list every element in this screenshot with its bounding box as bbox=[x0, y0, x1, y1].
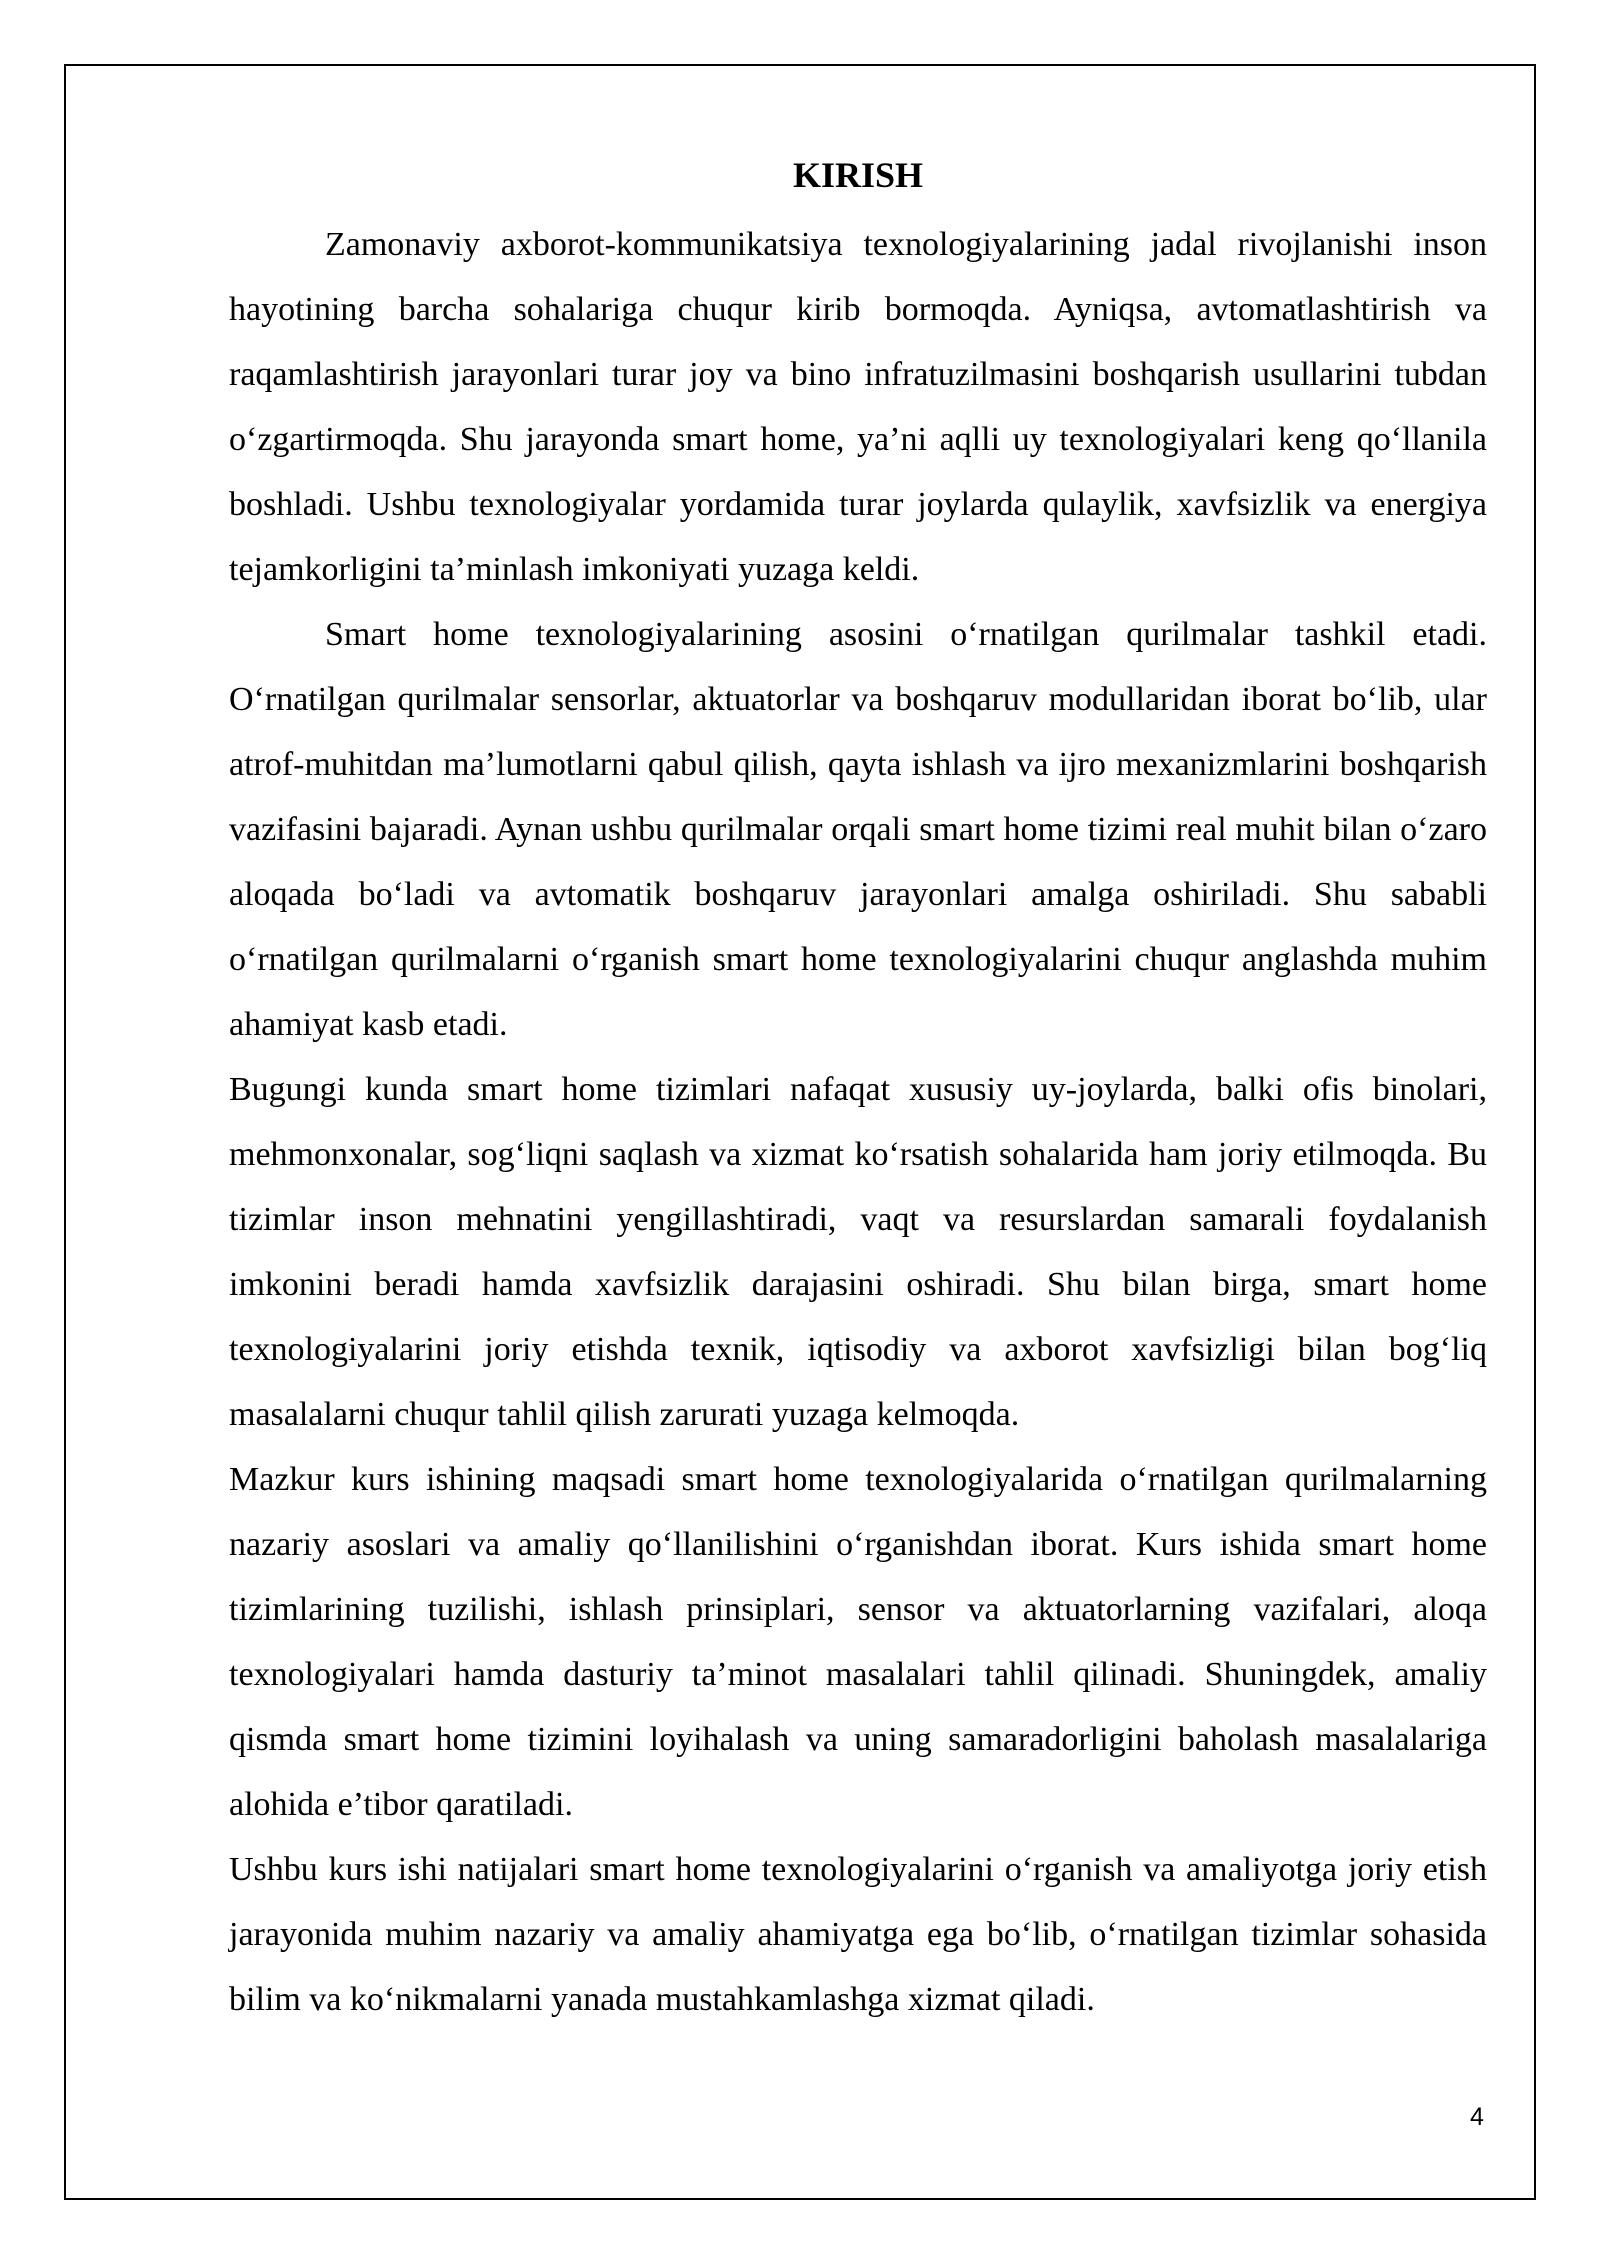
paragraph-intro: Zamonaviy axborot-kommunikatsiya texnologiyalarining jadal rivojlanishi inson hayotining barcha sohalariga chuqur kirib bormoqda. Ayniqsa, avtomatlashtirish va raqamlashtirish jarayonlari turar joy va bino infratuzilmasini boshqarish usullarini tubdan o‘zgartirmoqda. Shu jarayonda smart home, ya’ni aqlli uy texnologiyalari keng qo‘llanila boshladi. Ushbu texnologiyalar yordamida turar joylarda qulaylik, xavfsizlik va energiya tejamkorligini ta’minlash imkoniyati yuzaga keldi. bbox=[229, 226, 1487, 588]
paragraph-results: Ushbu kurs ishi natijalari smart home texnologiyalarini o‘rganish va amaliyotga joriy etish jarayonida muhim nazariy va amaliy ahamiyatga ega bo‘lib, o‘rnatilgan tizimlar sohasida bilim va ko‘nikmalarni yanada mustahkamlashga xizmat qiladi. bbox=[229, 1851, 1487, 2018]
paragraph-embedded-devices: Smart home texnologiyalarining asosini o‘rnatilgan qurilmalar tashkil etadi. O‘rnatilgan qurilmalar sensorlar, aktuatorlar va boshqaruv modullaridan iborat bo‘lib, ular atrof-muhitdan ma’lumotlarni qabul qilish, qayta ishlash va ijro mexanizmlarini boshqarish vazifasini bajaradi. Aynan ushbu qurilmalar orqali smart home tizimi real muhit bilan o‘zaro aloqada bo‘ladi va avtomatik boshqaruv jarayonlari amalga oshiriladi. Shu sababli o‘rnatilgan qurilmalarni o‘rganish smart home texnologiyalarini chuqur anglashda muhim ahamiyat kasb etadi. bbox=[229, 616, 1487, 1043]
document-body bbox=[229, 150, 1487, 2032]
page-number: 4 bbox=[1470, 2103, 1484, 2131]
page-title: KIRISH bbox=[792, 155, 924, 195]
paragraph-goal: Mazkur kurs ishining maqsadi smart home texnologiyalarida o‘rnatilgan qurilmalarning nazariy asoslari va amaliy qo‘llanilishini o‘rganishdan iborat. Kurs ishida smart home tizimlarining tuzilishi, ishlash prinsiplari, sensor va aktuatorlarning vazifalari, aloqa texnologiyalari hamda dasturiy ta’minot masalalari tahlil qilinadi. Shuningdek, amaliy qismda smart home tizimini loyihalash va uning samaradorligini baholash masalalariga alohida e’tibor qaratiladi. bbox=[229, 1461, 1487, 1823]
paragraph-applications: Bugungi kunda smart home tizimlari nafaqat xususiy uy-joylarda, balki ofis binolari, mehmonxonalar, sog‘liqni saqlash va xizmat ko‘rsatish sohalarida ham joriy etilmoqda. Bu tizimlar inson mehnatini yengillashtiradi, vaqt va resurslardan samarali foydalanish imkonini beradi hamda xavfsizlik darajasini oshiradi. Shu bilan birga, smart home texnologiyalarini joriy etishda texnik, iqtisodiy va axborot xavfsizligi bilan bog‘liq masalalarni chuqur tahlil qilish zarurati yuzaga kelmoqda. bbox=[229, 1071, 1487, 1433]
